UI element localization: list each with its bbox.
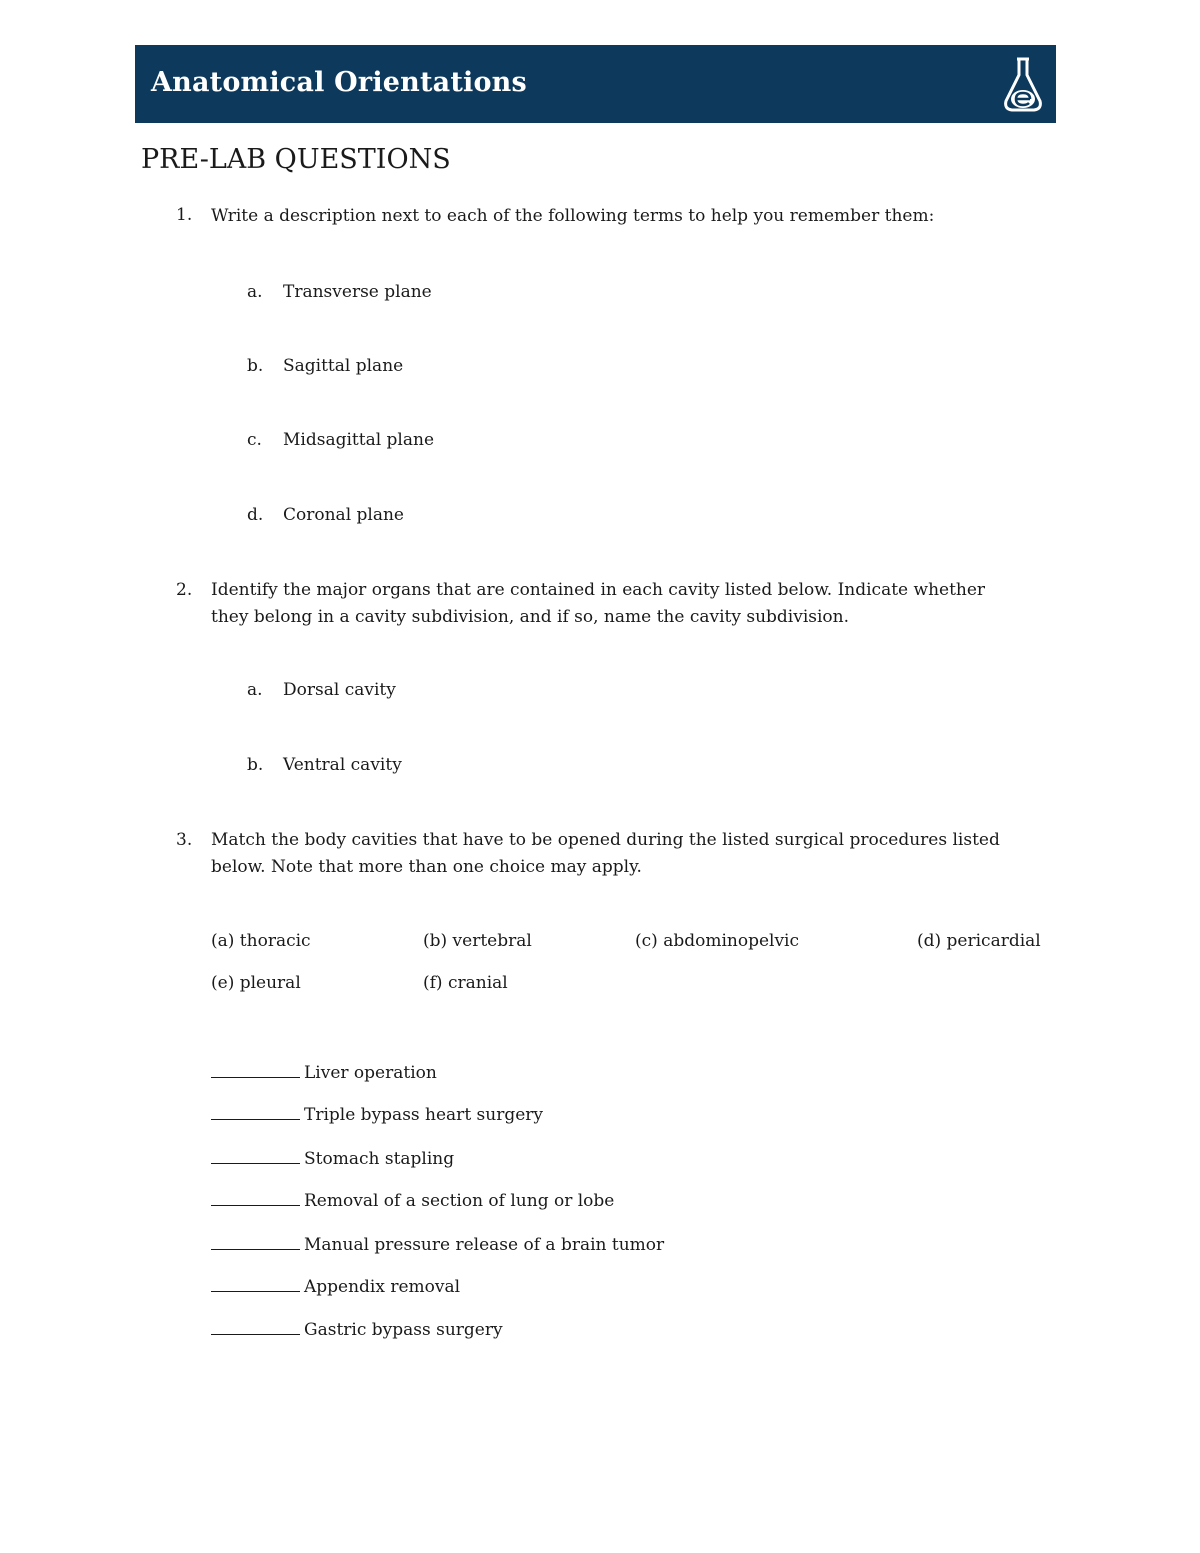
sub-item-letter: b. bbox=[247, 755, 264, 775]
section-title: PRE-LAB QUESTIONS bbox=[141, 144, 451, 175]
choice-cranial: (f) cranial bbox=[423, 973, 508, 993]
procedure-label: Appendix removal bbox=[304, 1277, 461, 1297]
answer-blank[interactable] bbox=[211, 1231, 300, 1250]
answer-blank[interactable] bbox=[211, 1316, 300, 1335]
sub-item-text: Coronal plane bbox=[283, 505, 404, 525]
procedure-label: Stomach stapling bbox=[304, 1149, 455, 1169]
header-banner bbox=[135, 45, 1056, 123]
sub-item-letter: b. bbox=[247, 356, 264, 376]
procedure-label: Removal of a section of lung or lobe bbox=[304, 1191, 615, 1211]
choice-vertebral: (b) vertebral bbox=[423, 931, 532, 951]
procedure-label: Gastric bypass surgery bbox=[304, 1320, 503, 1340]
flask-logo-icon bbox=[1000, 53, 1046, 115]
answer-blank[interactable] bbox=[211, 1059, 300, 1078]
procedure-row bbox=[211, 1101, 543, 1125]
procedure-label: Manual pressure release of a brain tumor bbox=[304, 1235, 665, 1255]
question-number: 2. bbox=[176, 580, 193, 600]
procedure-row bbox=[211, 1187, 614, 1211]
sub-item-text: Sagittal plane bbox=[283, 356, 404, 376]
procedure-row bbox=[211, 1316, 503, 1340]
procedure-row bbox=[211, 1059, 437, 1083]
procedure-label: Liver operation bbox=[304, 1063, 437, 1083]
choice-thoracic: (a) thoracic bbox=[211, 931, 311, 951]
sub-item-text: Ventral cavity bbox=[283, 755, 402, 775]
question-text-line-1: Match the body cavities that have to be opened during the listed surgical procedures listed bbox=[211, 830, 1000, 850]
sub-item-text: Midsagittal plane bbox=[283, 430, 435, 450]
answer-blank[interactable] bbox=[211, 1145, 300, 1164]
question-text-line-2: below. Note that more than one choice may apply. bbox=[211, 857, 642, 877]
answer-blank[interactable] bbox=[211, 1187, 300, 1206]
choice-abdominopelvic: (c) abdominopelvic bbox=[635, 931, 800, 951]
procedure-row bbox=[211, 1145, 454, 1169]
sub-item-text: Transverse plane bbox=[283, 282, 432, 302]
sub-item-letter: a. bbox=[247, 282, 263, 302]
sub-item-letter: c. bbox=[247, 430, 262, 450]
choice-pericardial: (d) pericardial bbox=[917, 931, 1041, 951]
question-number: 3. bbox=[176, 830, 193, 850]
answer-blank[interactable] bbox=[211, 1101, 300, 1120]
sub-item-letter: a. bbox=[247, 680, 263, 700]
procedure-row bbox=[211, 1231, 664, 1255]
choice-pleural: (e) pleural bbox=[211, 973, 301, 993]
question-text-line-2: they belong in a cavity subdivision, and if so, name the cavity subdivision. bbox=[211, 607, 850, 627]
answer-blank[interactable] bbox=[211, 1273, 300, 1292]
sub-item-letter: d. bbox=[247, 505, 264, 525]
procedure-row bbox=[211, 1273, 460, 1297]
question-text-line-1: Identify the major organs that are contained in each cavity listed below. Indicate whether bbox=[211, 580, 986, 600]
sub-item-text: Dorsal cavity bbox=[283, 680, 396, 700]
question-number: 1. bbox=[176, 205, 193, 225]
document-title: Anatomical Orientations bbox=[151, 67, 527, 98]
question-text: Write a description next to each of the following terms to help you remember them: bbox=[211, 206, 935, 226]
procedure-label: Triple bypass heart surgery bbox=[304, 1105, 544, 1125]
